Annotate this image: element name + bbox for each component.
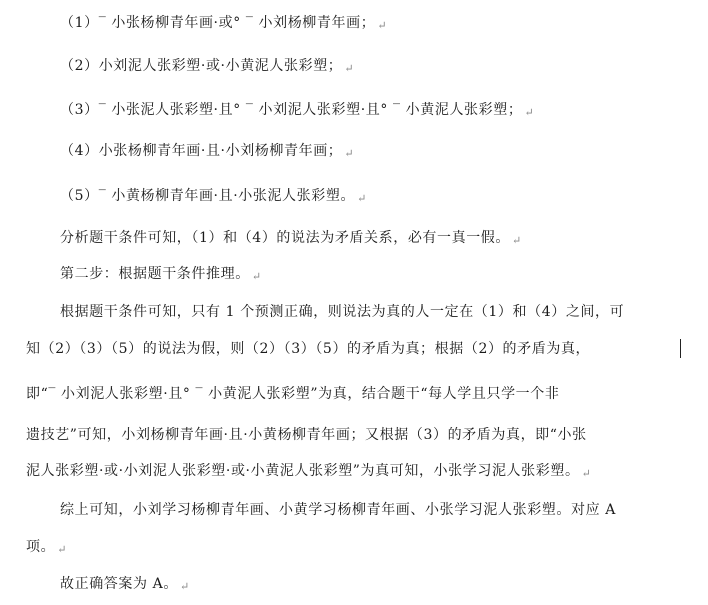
- line-text: （4）小张杨柳青年画·且·小刘杨柳青年画；: [60, 143, 343, 159]
- answer-line: [60, 574, 190, 597]
- line-text: 故正确答案为 A。: [60, 576, 178, 592]
- line-text: （2）小刘泥人张彩塑·或·小黄泥人张彩塑；: [60, 58, 343, 74]
- line-text: 知（2）（3）（5）的说法为假，则（2）（3）（5）的矛盾为真；根据（2）的矛盾为真，: [26, 341, 591, 357]
- line-text: （5）‾ 小黄杨柳青年画·且·小张泥人张彩塑。: [60, 188, 356, 204]
- step-two-heading: [60, 264, 262, 287]
- reasoning-line-5: [26, 461, 591, 484]
- formula-line-1: [60, 13, 387, 36]
- line-text: （3）‾ 小张泥人张彩塑·且° ‾ 小刘泥人张彩塑·且° ‾ 小黄泥人张彩塑；: [60, 102, 523, 118]
- text-cursor: [680, 339, 681, 358]
- paragraph-mark-icon: ↵: [581, 467, 592, 480]
- formula-line-2: [60, 56, 354, 79]
- line-text: 分析题干条件可知，（1）和（4）的说法为矛盾关系，必有一真一假。: [60, 230, 511, 246]
- paragraph-mark-icon: ↵: [179, 580, 190, 593]
- reasoning-line-4: [26, 425, 587, 445]
- paragraph-mark-icon: ↵: [377, 19, 388, 32]
- paragraph-mark-icon: ↵: [57, 543, 68, 556]
- paragraph-mark-icon: ↵: [344, 147, 355, 160]
- line-text: 综上可知，小刘学习杨柳青年画、小黄学习杨柳青年画、小张学习泥人张彩塑。对应 A: [60, 502, 616, 518]
- paragraph-mark-icon: ↵: [512, 234, 522, 247]
- line-text: 根据题干条件可知，只有 1 个预测正确，则说法为真的人一定在（1）和（4）之间，可: [60, 304, 625, 320]
- line-text: 泥人张彩塑·或·小刘泥人张彩塑·或·小黄泥人张彩塑”为真可知，小张学习泥人张彩塑。: [26, 463, 580, 479]
- formula-line-3: [60, 100, 534, 123]
- line-text: 项。: [26, 539, 56, 555]
- formula-line-4: [60, 141, 354, 164]
- analysis-line: [60, 228, 522, 251]
- reasoning-line-3: [26, 384, 559, 404]
- line-text: 遗技艺”可知，小刘杨柳青年画·且·小黄杨柳青年画；又根据（3）的矛盾为真，即“小张: [26, 427, 587, 443]
- paragraph-mark-icon: ↵: [357, 192, 367, 205]
- paragraph-mark-icon: ↵: [524, 106, 535, 119]
- paragraph-mark-icon: ↵: [251, 270, 262, 283]
- line-text: （1）‾ 小张杨柳青年画·或° ‾ 小刘杨柳青年画；: [60, 15, 376, 31]
- formula-line-5: [60, 186, 367, 209]
- line-text: 第二步：根据题干条件推理。: [60, 266, 250, 282]
- line-text: 即“‾ 小刘泥人张彩塑·且° ‾ 小黄泥人张彩塑”为真，结合题干“每人学且只学一个非: [26, 386, 560, 402]
- conclusion-line-1: [60, 500, 616, 520]
- paragraph-mark-icon: ↵: [344, 62, 355, 75]
- reasoning-line-1: [60, 302, 624, 322]
- conclusion-line-2: [26, 537, 67, 560]
- reasoning-line-2: [26, 339, 590, 359]
